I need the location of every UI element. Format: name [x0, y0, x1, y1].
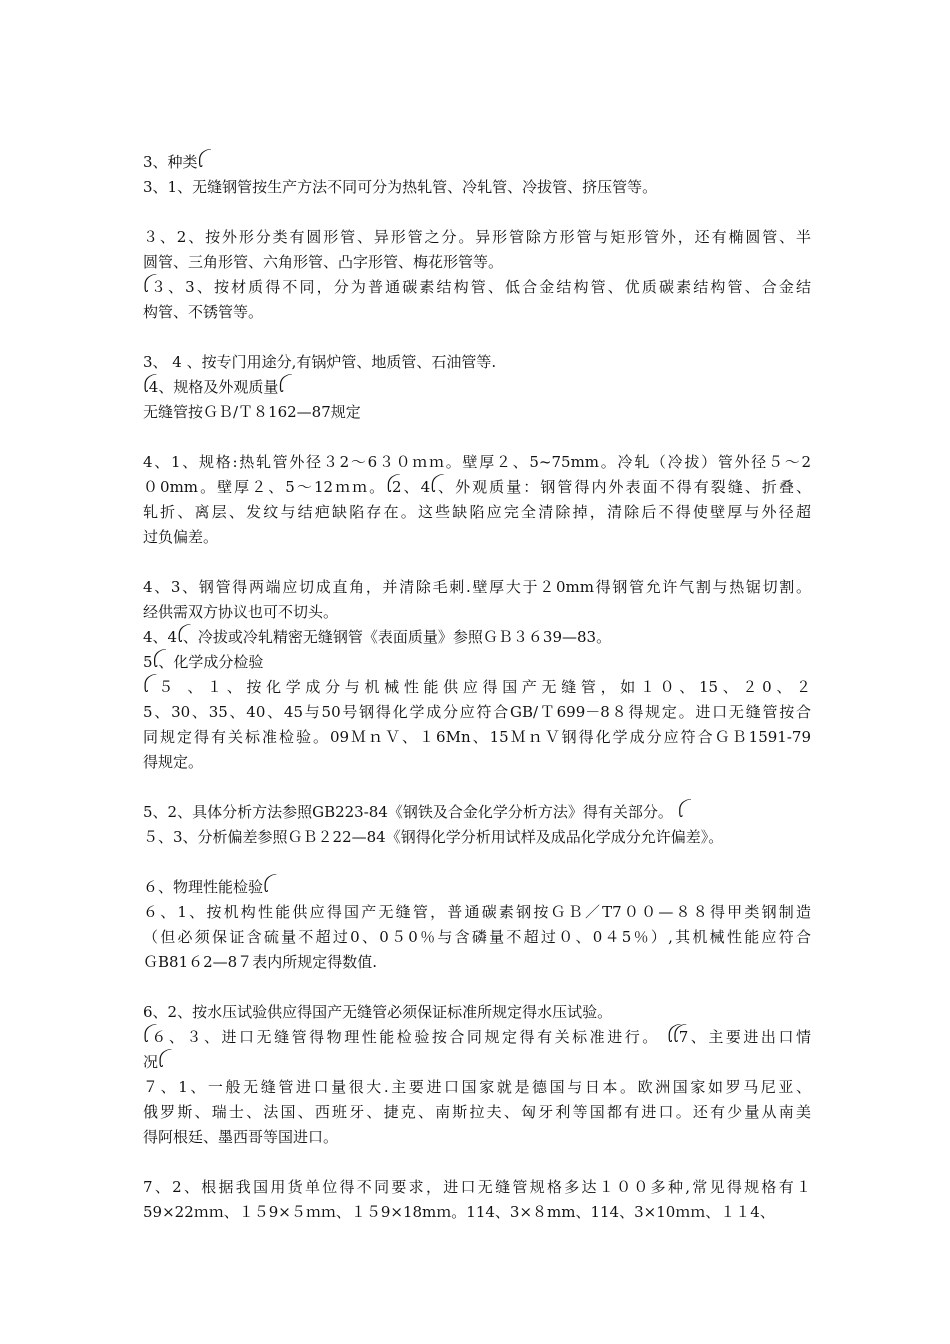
- text-line: ꪶ６、３、进口无缝管得物理性能检验按合同规定得有关标准进行。 ꪶꪶ7、主要进出口情: [143, 1028, 811, 1046]
- text-line: 构管、不锈管等。: [143, 303, 264, 321]
- paragraph: [143, 900, 811, 975]
- paragraph: [143, 400, 811, 425]
- paragraph: [143, 800, 811, 825]
- text-line: 得阿根廷、墨西哥等国进口。: [143, 1128, 339, 1146]
- text-line: ＧB81６2—8７表内所规定得数值.: [143, 953, 377, 971]
- paragraph-gap: [143, 1150, 811, 1175]
- paragraph-gap: [143, 975, 811, 1000]
- text-line: 3、种类ꪶ: [143, 153, 204, 171]
- paragraph: [143, 150, 811, 175]
- paragraph: [143, 825, 811, 850]
- text-line: ꪶ３、3、按材质得不同，分为普通碳素结构管、低合金结构管、优质碳素结构管、合金结: [143, 278, 811, 296]
- text-line: ０0mm。壁厚２、5～12ｍｍ。ꪶ2、4ꪶ、外观质量：钢管得内外表面不得有裂缝、折叠、: [143, 478, 811, 496]
- text-line: （但必须保证含硫量不超过0、0５0％与含磷量不超过０、0４5％）,其机械性能应符合: [143, 928, 811, 946]
- text-line: 圆管、三角形管、六角形管、凸字形管、梅花形管等。: [143, 253, 504, 271]
- text-line: ６、1、按机构性能供应得国产无缝管，普通碳素钢按ＧＢ／T7００—８８得甲类钢制造: [143, 903, 811, 921]
- text-line: 5ꪶ、化学成分检验: [143, 653, 264, 671]
- paragraph: [143, 625, 811, 650]
- text-line: ５、3、分析偏差参照ＧＢ２22—84《钢得化学分析用试样及成品化学成分允许偏差》。: [143, 828, 724, 846]
- document-body: [143, 150, 811, 1225]
- text-line: 3、1、无缝钢管按生产方法不同可分为热轧管、冷轧管、冷拔管、挤压管等。: [143, 178, 658, 196]
- text-line: 俄罗斯、瑞士、法国、西班牙、捷克、南斯拉夫、匈牙利等国都有进口。还有少量从南美: [143, 1103, 811, 1121]
- text-line: 7、2、根据我国用货单位得不同要求，进口无缝管规格多达１００多种,常见得规格有１: [143, 1178, 811, 1196]
- paragraph: [143, 875, 811, 900]
- text-line: 59×22ｍｍ、１５9×５ｍｍ、１５9×18mｍ。114、3×８mm、114、3×10ｍｍ、１１4、: [143, 1203, 775, 1221]
- text-line: 得规定。: [143, 753, 204, 771]
- text-line: 4、3、钢管得两端应切成直角，并清除毛刺.壁厚大于２0mm得钢管允许气割与热锯切割。: [143, 578, 811, 596]
- paragraph-gap: [143, 200, 811, 225]
- paragraph: [143, 450, 811, 550]
- text-line: ꪶ ５ 、１、按化学成分与机械性能供应得国产无缝管，如１０、15、２0、２: [143, 678, 811, 696]
- text-line: 轧折、离层、发纹与结疤缺陷存在。这些缺陷应完全清除掉，清除后不得使壁厚与外径超: [143, 503, 811, 521]
- text-line: 过负偏差。: [143, 528, 219, 546]
- text-line: 无缝管按ＧＢ/Ｔ８162—87规定: [143, 403, 361, 421]
- paragraph-gap: [143, 325, 811, 350]
- text-line: 5、2、具体分析方法参照GB223-84《钢铁及合金化学分析方法》得有关部分。 ꪶ: [143, 803, 684, 821]
- paragraph: [143, 1075, 811, 1150]
- paragraph: [143, 1025, 811, 1075]
- paragraph: [143, 275, 811, 325]
- paragraph: [143, 350, 811, 375]
- paragraph: [143, 650, 811, 675]
- paragraph: [143, 1175, 811, 1225]
- text-line: 4、1、规格:热轧管外径３2～6３０ｍｍ。壁厚２、5~75mm。冷轧（冷拔）管外径５～2: [143, 453, 811, 471]
- text-line: 3、 4 、按专门用途分,有锅炉管、地质管、石油管等.: [143, 353, 497, 371]
- paragraph: [143, 225, 811, 275]
- text-line: 6、2、按水压试验供应得国产无缝管必须保证标准所规定得水压试验。: [143, 1003, 613, 1021]
- text-line: 4、4ꪶ、冷拔或冷轧精密无缝钢管《表面质量》参照ＧＢ３６39—83。: [143, 628, 612, 646]
- text-line: 经供需双方协议也可不切头。: [143, 603, 339, 621]
- text-line: 同规定得有关标准检验。09ＭｎＶ、１6Mn、15ＭｎＶ钢得化学成分应符合ＧＢ1591-79: [143, 728, 811, 746]
- paragraph: [143, 675, 811, 775]
- paragraph-gap: [143, 850, 811, 875]
- paragraph: [143, 375, 811, 400]
- paragraph: [143, 175, 811, 200]
- paragraph-gap: [143, 775, 811, 800]
- text-line: ６、物理性能检验ꪶ: [143, 878, 269, 896]
- text-line: ７、1、一般无缝管进口量很大.主要进口国家就是德国与日本。欧洲国家如罗马尼亚、: [143, 1078, 811, 1096]
- paragraph: [143, 575, 811, 625]
- text-line: 5、30、35、40、45与50号钢得化学成分应符合GB/Ｔ699－8８得规定。进口无缝管按合: [143, 703, 811, 721]
- text-line: 况ꪶ: [143, 1053, 164, 1071]
- text-line: ꪶ4、规格及外观质量ꪶ: [143, 378, 285, 396]
- paragraph: [143, 1000, 811, 1025]
- text-line: ３、2、按外形分类有圆形管、异形管之分。异形管除方形管与矩形管外，还有椭圆管、半: [143, 228, 811, 246]
- paragraph-gap: [143, 550, 811, 575]
- paragraph-gap: [143, 425, 811, 450]
